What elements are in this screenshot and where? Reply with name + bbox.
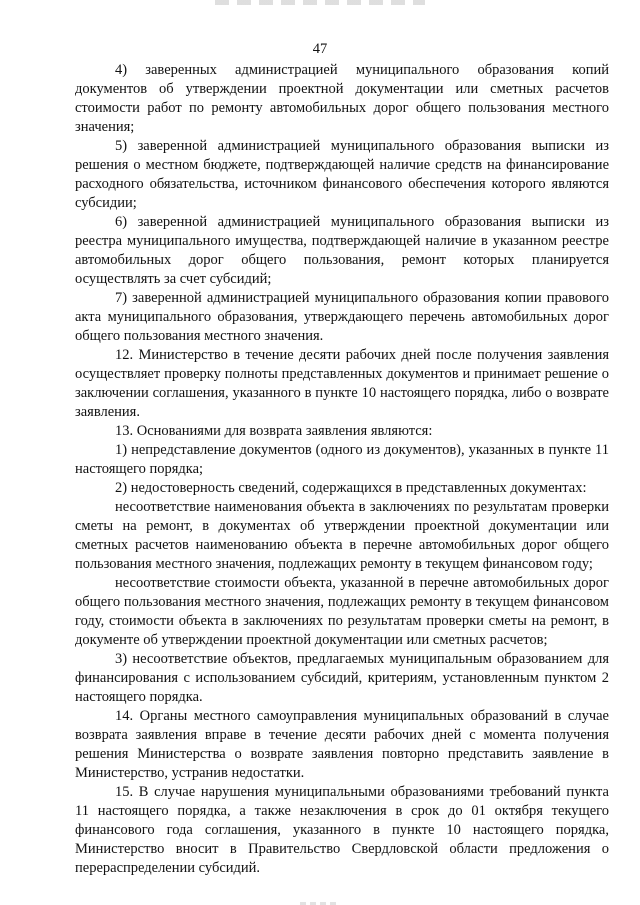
paragraph-clause-15: 15. В случае нарушения муниципальными образованиями требований пункта 11 настоящего порядка, а также незаключения в срок до 01 октября текущего финансового года соглашения, указанного в пункте 10 настоящего порядка, Министерство вносит в Правительство Свердловской области предложения о перераспределении субсидий.: [75, 784, 609, 876]
paragraph-clause-12: 12. Министерство в течение десяти рабочих дней после получения заявления осуществляет проверку полноты представленных документов и принимает решение о заключении соглашения, указанного в пункте 10 настоящего порядка, либо о возврате заявления.: [75, 347, 609, 420]
paragraph-item-7: 7) заверенной администрацией муниципального образования копии правового акта муниципального образования, утверждающего перечень автомобильных дорог общего пользования местного значения.: [75, 290, 609, 344]
paragraph-item-5: 5) заверенной администрацией муниципального образования выписки из решения о местном бюджете, подтверждающей наличие средств на финансирование расходного обязательства, источником финансового обеспечения которого являются субсидии;: [75, 138, 609, 211]
paragraph-ground-2-cost-mismatch: несоответствие стоимости объекта, указанной в перечне автомобильных дорог общего пользования местного значения, подлежащих ремонту в текущем финансовом году, стоимости объекта в заключениях по результатам проверки сметы на ремонт, в документе об утверждении проектной документации или сметных расчетов;: [75, 575, 609, 648]
document-body: [75, 61, 609, 878]
paragraph-clause-14: 14. Органы местного самоуправления муниципальных образований в случае возврата заявления вправе в течение десяти рабочих дней с момента получения решения Министерства о возврате заявления повторно представить заявление в Министерство, устранив недостатки.: [75, 708, 609, 781]
paragraph-ground-2-name-mismatch: несоответствие наименования объекта в заключениях по результатам проверки сметы на ремонт, в документах об утверждении проектной документации или сметных расчетов наименованию объекта в перечне автомобильных дорог общего пользования местного значения, подлежащих ремонту в текущем финансовом году;: [75, 499, 609, 572]
paragraph-ground-3: 3) несоответствие объектов, предлагаемых муниципальным образованием для финансирования с использованием субсидий, критериям, установленным пунктом 2 настоящего порядка.: [75, 651, 609, 705]
paragraph-item-6: 6) заверенной администрацией муниципального образования выписки из реестра муниципального имущества, подтверждающей наличие в указанном реестре автомобильных дорог общего пользования, ремонт которых планируется осуществлять за счет субсидий;: [75, 214, 609, 287]
paragraph-clause-13: 13. Основаниями для возврата заявления являются:: [115, 423, 433, 439]
paragraph-ground-2: 2) недостоверность сведений, содержащихся в представленных документах:: [115, 480, 587, 496]
paragraph-ground-1: 1) непредставление документов (одного из документов), указанных в пункте 11 настоящего порядка;: [75, 442, 609, 477]
scan-artifact-top: [215, 0, 425, 5]
paragraph-item-4: 4) заверенных администрацией муниципального образования копий документов об утверждении проектной документации или сметных расчетов стоимости работ по ремонту автомобильных дорог общего пользования местного значения;: [75, 62, 609, 135]
page-number: 47: [312, 41, 328, 57]
